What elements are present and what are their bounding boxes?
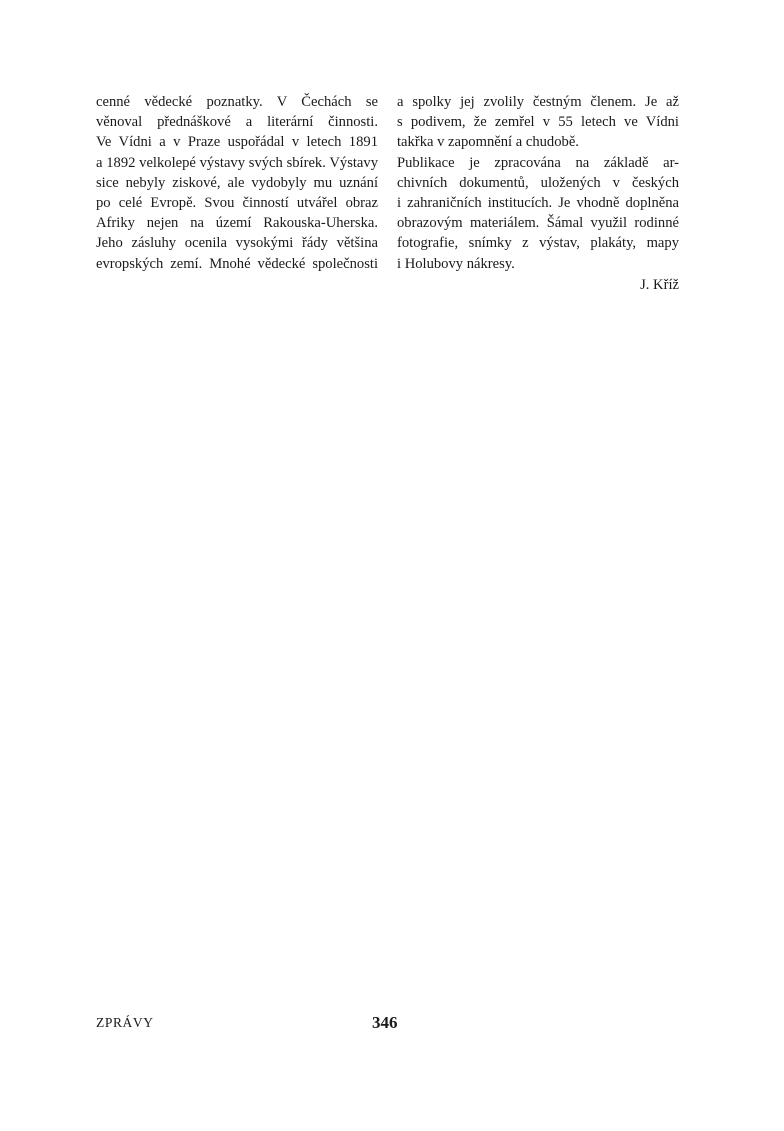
text-line: a spolky jej zvolily čestným členem. Je až [397,94,679,110]
page-number: 346 [372,1013,398,1032]
text-line: po celé Evropě. Svou činností utvářel obraz [96,194,378,211]
text-line: Publikace je zpracována na základě ar- [397,154,679,171]
text-line: Jeho zásluhy ocenila vysokými řády většina [96,235,378,252]
text-line: a 1892 velkolepé výstavy svých sbírek. Výstavy [96,154,378,171]
text-line: i zahraničních institucích. Je vhodně doplněna [397,194,679,211]
text-line: evropských zemí. Mnohé vědecké společnosti [96,255,378,272]
text-line: i Holubovy nákresy. [397,255,515,272]
text-line: Ve Vídni a v Praze uspořádal v letech 1891 [96,134,378,151]
text-line: fotografie, snímky z výstav, plakáty, mapy [397,235,679,252]
left-text-column [96,92,378,274]
text-line: takřka v zapomnění a chudobě. [397,134,579,151]
text-line: obrazovým materiálem. Šámal využil rodinné [397,215,679,232]
text-line: cenné vědecké poznatky. V Čechách se [96,94,378,110]
text-line: věnoval přednáškové a literární činnosti. [96,114,378,131]
author-signature: J. Kříž [640,276,679,293]
text-line: s podivem, že zemřel v 55 letech ve Vídni [397,114,679,131]
text-line: chivních dokumentů, uložených v českých [397,174,679,191]
running-footer-section: ZPRÁVY [96,1015,154,1030]
text-line: sice nebyly ziskové, ale vydobyly mu uznání [96,174,378,191]
right-text-column [397,92,679,295]
text-line: Afriky nejen na území Rakouska-Uherska. [96,215,378,232]
